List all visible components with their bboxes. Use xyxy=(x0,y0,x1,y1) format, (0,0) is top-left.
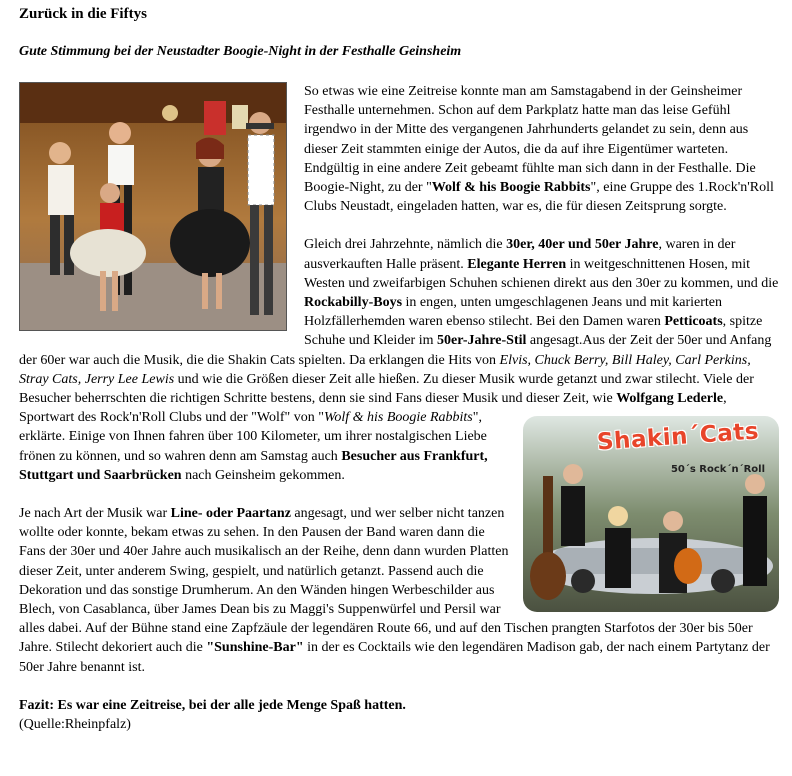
dancing-couples-photo xyxy=(19,82,287,331)
text-span: nach Geinsheim gekommen. xyxy=(181,467,345,483)
band-logo: Shakin´Cats xyxy=(596,418,760,456)
bold-stil: 50er-Jahre-Stil xyxy=(436,333,527,349)
bold-besucher: Besucher aus Frankfurt, Stuttgart und Saarbrücken xyxy=(19,448,488,483)
bold-wolfgang: Wolfgang Lederle xyxy=(616,391,724,407)
italic-band: Wolf & his Boogie Rabbits xyxy=(323,410,473,426)
band-logo-subtitle: 50´s Rock´n´Roll xyxy=(670,464,765,476)
bold-tanz: Line- oder Paartanz xyxy=(170,506,291,522)
text-span: , spitze Schuhe und Kleider im xyxy=(304,314,763,349)
bold-decades: 30er, 40er und 50er Jahre xyxy=(506,237,659,253)
text-span: in der es Cocktails wie den legendären Madison gab, der nach einem Partytanz der 50er Jahre benannt ist. xyxy=(19,640,770,675)
bold-sunshine-bar: "Sunshine-Bar" xyxy=(206,640,304,656)
fazit: Fazit: Es war eine Zeitreise, bei der alle jede Menge Spaß hatten. xyxy=(19,697,406,713)
dancing-couples-illustration xyxy=(20,83,286,330)
italic-artists: Elvis, Chuck Berry, Bill Haley, Carl Perkins, Stray Cats, Jerry Lee Lewis xyxy=(19,352,751,387)
shakin-cats-photo xyxy=(523,416,779,612)
bold-herren: Elegante Herren xyxy=(467,256,567,272)
bold-rockabilly: Rockabilly-Boys xyxy=(304,295,403,311)
band-name: Wolf & his Boogie Rabbits xyxy=(431,180,591,196)
text-span: und wie die Größen dieser Zeit alle hießen. Zu dieser Musik wurde getanzt und zwar stilecht. Viele der Besucher beherrschten die richtigen Schritte bestens, denn sie sind Fans dieser Musik und dieser Zeit, wie xyxy=(19,371,754,407)
text-span: Je nach Art der Musik war xyxy=(19,506,171,522)
paragraph-1-end: ", eine Gruppe des 1.Rock'n'Roll Clubs Neustadt, eingeladen hatten, war es, die für diesen Zeitsprung sorgte. xyxy=(304,180,774,215)
article-subtitle: Gute Stimmung bei der Neustadter Boogie-Night in der Festhalle Geinsheim xyxy=(19,44,462,59)
text-span: in engen, unten umgeschlagenen Jeans und mit karierten Holzfällerhemden waren ebenso stilecht. Bei den Damen waren xyxy=(304,295,722,330)
article-body xyxy=(19,82,781,734)
paragraph-1-text: So etwas wie eine Zeitreise konnte man am Samstagabend in der Geinsheimer Festhalle unternehmen. Schon auf dem Parkplatz hatte man das leise Gefühl irgendwo in der Mitte des vergangenen Jahrhunderts gelandet zu sein, denn aus dieser Zeit stammten einige der Autos, die da auf ihre Eigentümer warteten. Endgültig in eine andere Zeit gebeamt fühlte man sich dann in der Festhalle. Die Boogie-Night, zu der " xyxy=(304,84,756,196)
text-span: , Sportwart des Rock'n'Roll Clubs und der "Wolf" von " xyxy=(19,391,727,426)
text-span: angesagt.Aus der Zeit der 50er und Anfang der 60er war auch die Musik, die die Shakin Cats spielten. Da erklangen die Hits von xyxy=(19,333,772,368)
bold-petticoats: Petticoats xyxy=(664,314,723,330)
source-note: (Quelle:Rheinpfalz) xyxy=(19,717,131,733)
text-span: Gleich drei Jahrzehnte, nämlich die xyxy=(304,237,507,253)
text-span: ", erklärte. Einige von Ihnen fahren über 100 Kilometer, um ihrer nostalgischen Liebe frönen zu können, und so wahren denn am Samstag auch xyxy=(19,410,487,464)
text-span: , waren in der ausverkauften Halle präsent. xyxy=(304,237,736,272)
text-span: in weitgeschnittenen Hosen, mit Westen und zweifarbigen Schuhen schienen direkt aus den 30er zu kommen, und die xyxy=(304,256,779,291)
article-title: Zurück in die Fiftys xyxy=(19,6,147,22)
text-span: angesagt, und wer selber nicht tanzen wollte oder konnte, bekam etwas zu sehen. In den Pausen der Band waren dann die Fans der 30er und 40er Jahre auch musikalisch an der Reihe, denn dann wurden Platten dieser Zeit, unter anderem Swing, gespielt, und natürlich getanzt. Passend auch die Dekoration und das sonstige Drumherum. An den Wänden hingen Werbeschilder aus Blech, von Casablanca, über James Dean bis zu Maggi's Suppenwürfel und Persil war alles dabei. Auf der Bühne stand eine Zapfzäule der legendären Route 66, und auf den Tischen prangten Starfotos der 30er bis 50er Jahre. Stilecht dekoriert auch die xyxy=(19,506,753,656)
